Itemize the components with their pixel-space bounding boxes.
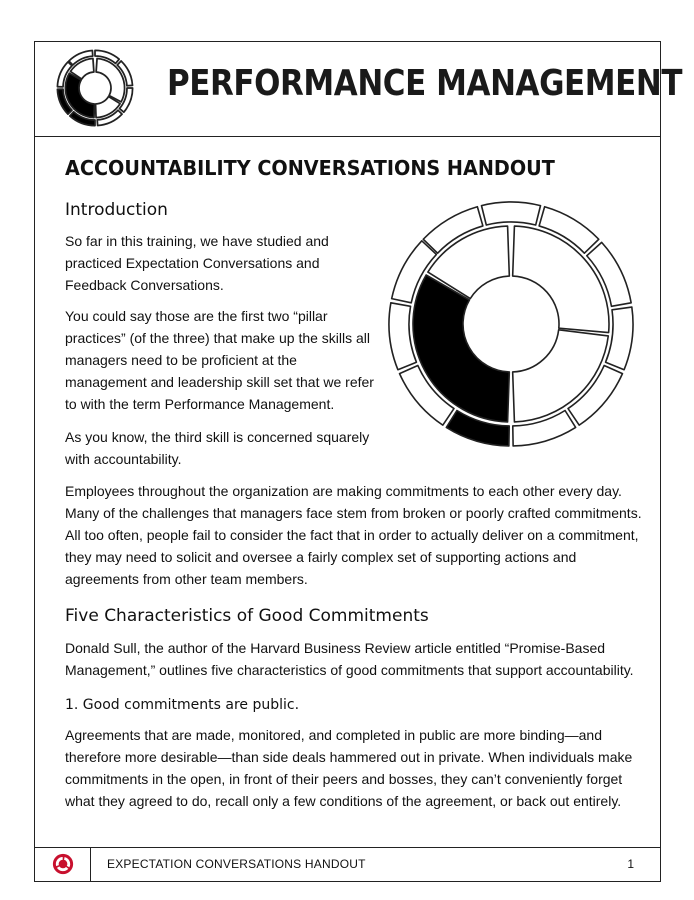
intro-paragraph-3: As you know, the third skill is concerned squarely with accountability. <box>65 429 370 467</box>
outer-ring-segment <box>389 303 416 370</box>
page-footer <box>35 847 660 881</box>
footer-logo-cell <box>35 848 91 881</box>
intro-paragraph-1: So far in this training, we have studied and practiced Expectation Conversations and Feedback Conversations. <box>65 233 329 293</box>
footer-logo-center <box>60 861 66 867</box>
intro-paragraph-2: You could say those are the first two “pillar practices” (of the three) that make up the skills all managers need to be proficient at the management and leadership skill set that we refer to with the term Performance Management. <box>65 308 374 412</box>
segmented-ring-logo-icon <box>55 48 135 128</box>
outer-ring-segment <box>481 202 540 225</box>
segmented-ring-graphic-icon <box>387 200 635 448</box>
document-title: ACCOUNTABILITY CONVERSATIONS HANDOUT <box>65 156 555 180</box>
section-paragraph-1: Donald Sull, the author of the Harvard Business Review article entitled “Promise-Based Management,” outlines five characteristics of good commitments that support accountability. <box>65 640 634 678</box>
subsection-paragraph-1: Agreements that are made, monitored, and completed in public are more binding—and therefore more desirable—than side deals hammered out in private. When individuals make commitments in the open, in front of their peers and bosses, they can’t conveniently forget what they agreed to do, recall only a few conditions of the agreement, or back out entirely. <box>65 727 633 809</box>
outer-ring-segment <box>606 307 633 370</box>
footer-title: EXPECTATION CONVERSATIONS HANDOUT <box>107 857 366 871</box>
intro-paragraph-4: Employees throughout the organization are making commitments to each other every day. Many of the challenges that managers face stem from broken or poorly crafted commitments. All too often, people fail to consider the fact that in order to actually deliver on a commitment, they may need to solicit and oversee a fairly complex set of supporting actions and agreements from other team members. <box>65 483 642 587</box>
subsection-heading: 1. Good commitments are public. <box>65 697 300 713</box>
banner-title: PERFORMANCE MANAGEMENT <box>167 63 683 104</box>
page-header <box>35 42 683 137</box>
red-ring-logo-icon <box>52 853 74 875</box>
introduction-heading: Introduction <box>65 200 168 220</box>
page-number: 1 <box>627 857 634 871</box>
section-heading: Five Characteristics of Good Commitments <box>65 606 429 626</box>
handout-page <box>34 41 683 882</box>
